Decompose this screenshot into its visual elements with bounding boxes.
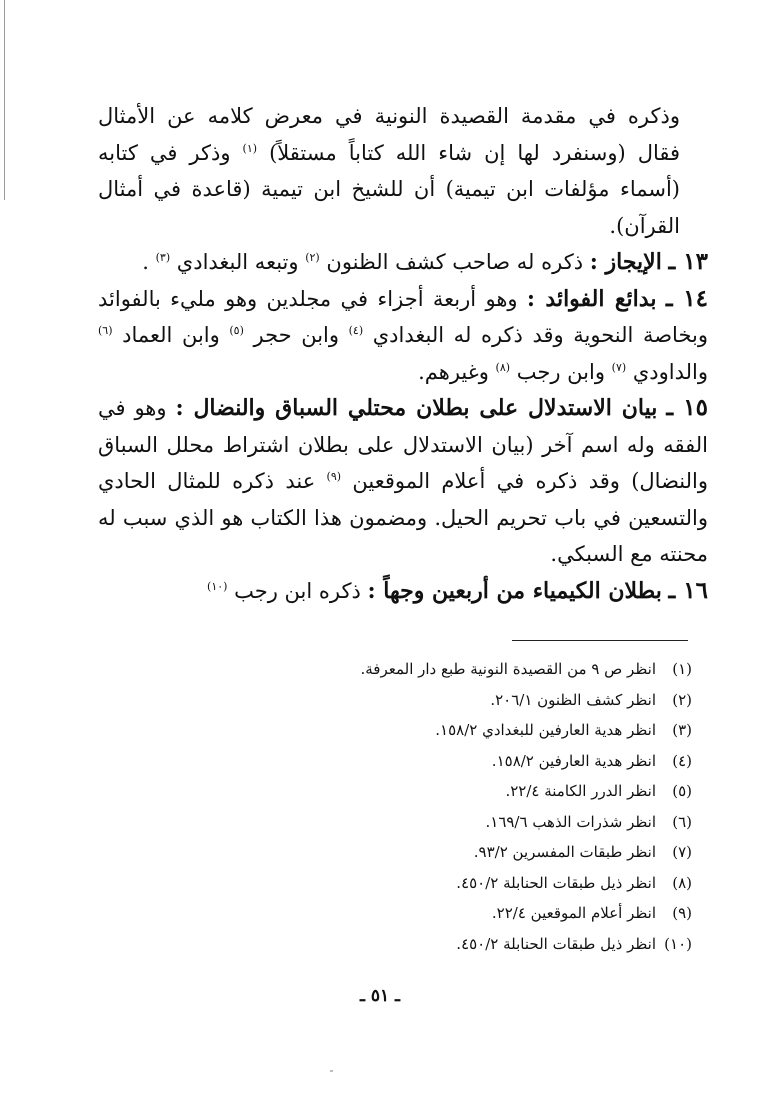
entry-16: [98, 573, 708, 610]
entry-number: ١٤ ـ: [665, 284, 708, 312]
footnote-ref: (٨): [495, 360, 511, 374]
entry-number: ١٦ ـ: [668, 576, 708, 604]
footnote-divider: [512, 640, 688, 641]
footnote-item: [200, 746, 692, 777]
footnote-ref: (٧): [611, 360, 627, 374]
footnote-ref: (١): [242, 141, 258, 155]
entry-title: بيان الاستدلال على بطلان محتلي السباق والنضال :: [175, 395, 658, 421]
footnote-item: [200, 837, 692, 868]
footnote-number: (٧): [672, 843, 692, 861]
footnote-ref: (١٠): [207, 579, 228, 593]
footnote-item: [200, 715, 692, 746]
entry-text: وابن رجب: [510, 359, 612, 384]
footnotes: [200, 654, 692, 959]
footnote-text: انظر ص ٩ من القصيدة النونية طبع دار المعرفة.: [360, 660, 656, 678]
intro-text: وذكره في مقدمة القصيدة النونية في معرض كلامه عن الأمثال فقال (وسنفرد لها إن شاء الله كتاباً مستقلاً): [98, 104, 681, 165]
footnote-number: (٩): [672, 904, 692, 922]
footnote-item: [200, 929, 692, 960]
footnote-text: انظر كشف الظنون ٢٠٦/١.: [490, 690, 656, 709]
entry-title: بدائع الفوائد :: [526, 285, 657, 312]
footnote-ref: (٦): [98, 324, 113, 337]
footnote-number: (١): [672, 660, 692, 678]
footnote-item: [200, 654, 692, 685]
footnote-ref: (٢): [305, 251, 320, 264]
entry-number: ١٥ ـ: [666, 394, 709, 421]
page-edge-line: [4, 0, 5, 200]
footnote-ref: (٤): [348, 324, 364, 337]
footnote-text: انظر الدرر الكامنة ٢٢/٤.: [505, 782, 656, 800]
footnote-text: انظر هدية العارفين ١٥٨/٢.: [491, 751, 656, 770]
paper-speck: [330, 1070, 333, 1072]
footnote-number: (٨): [672, 873, 692, 892]
entry-text: ذكره له صاحب كشف الظنون: [319, 250, 590, 274]
entry-15: [98, 390, 708, 573]
entry-text: وابن العماد: [112, 323, 230, 347]
entry-text: .: [142, 250, 156, 274]
entry-title: بطلان الكيمياء من أربعين وجهاً :: [367, 577, 662, 604]
main-text: [98, 98, 708, 609]
footnote-item: [200, 685, 692, 716]
footnote-number: (٣): [672, 721, 692, 739]
footnote-number: (٢): [672, 690, 692, 709]
footnote-item: [200, 776, 692, 807]
footnote-text: انظر ذيل طبقات الحنابلة ٤٥٠/٢.: [456, 934, 656, 953]
entry-13: [98, 244, 708, 281]
entry-text: وهو أربعة أجزاء في مجلدين وهو مليء بالفوائد وبخاصة النحوية وقد ذكره له البغدادي: [98, 286, 708, 347]
entry-number: ١٣ ـ: [668, 248, 708, 275]
footnote-item: [200, 898, 692, 929]
footnote-number: (٤): [672, 751, 692, 770]
entry-text: وغيرهم.: [418, 359, 496, 384]
intro-text: وذكر في كتابه (أسماء مؤلفات ابن تيمية) أن للشيخ ابن تيمية (قاعدة في أمثال القرآن).: [98, 140, 680, 238]
footnote-ref: (٣): [155, 251, 171, 264]
entry-text: عند ذكره للمثال الحادي والتسعين في باب تحريم الحيل. ومضمون هذا الكتاب هو الذي سبب له محنته مع السبكي.: [98, 469, 708, 566]
intro-paragraph: [98, 98, 708, 244]
entry-title: الإيجاز :: [589, 249, 662, 275]
entry-text: وابن حجر: [243, 323, 349, 347]
footnote-text: انظر شذرات الذهب ١٦٩/٦.: [485, 812, 656, 831]
footnote-text: انظر ذيل طبقات الحنابلة ٤٥٠/٢.: [456, 873, 656, 892]
footnote-number: (٥): [672, 782, 692, 800]
footnote-number: (١٠): [664, 934, 692, 953]
footnote-item: [200, 807, 692, 838]
entry-14: [98, 281, 708, 391]
footnote-text: انظر هدية العارفين للبغدادي ١٥٨/٢.: [435, 721, 656, 739]
footnote-item: [200, 868, 692, 899]
footnote-ref: (٩): [326, 470, 342, 483]
entry-text: وهو في الفقه وله اسم آخر (بيان الاستدلال على بطلان اشتراط محلل السباق والنضال) وقد ذكره في أعلام الموقعين: [98, 396, 708, 493]
footnote-number: (٦): [672, 812, 692, 831]
footnote-text: انظر أعلام الموقعين ٢٢/٤.: [491, 904, 656, 922]
entry-text: وتبعه البغدادي: [170, 250, 306, 274]
footnote-ref: (٥): [229, 324, 244, 337]
footnote-text: انظر طبقات المفسرين ٩٣/٢.: [473, 843, 656, 861]
entry-text: والداودي: [626, 359, 708, 384]
entry-text: ذكره ابن رجب: [227, 578, 368, 603]
page-number: ـ ٥١ ـ: [359, 986, 401, 1006]
